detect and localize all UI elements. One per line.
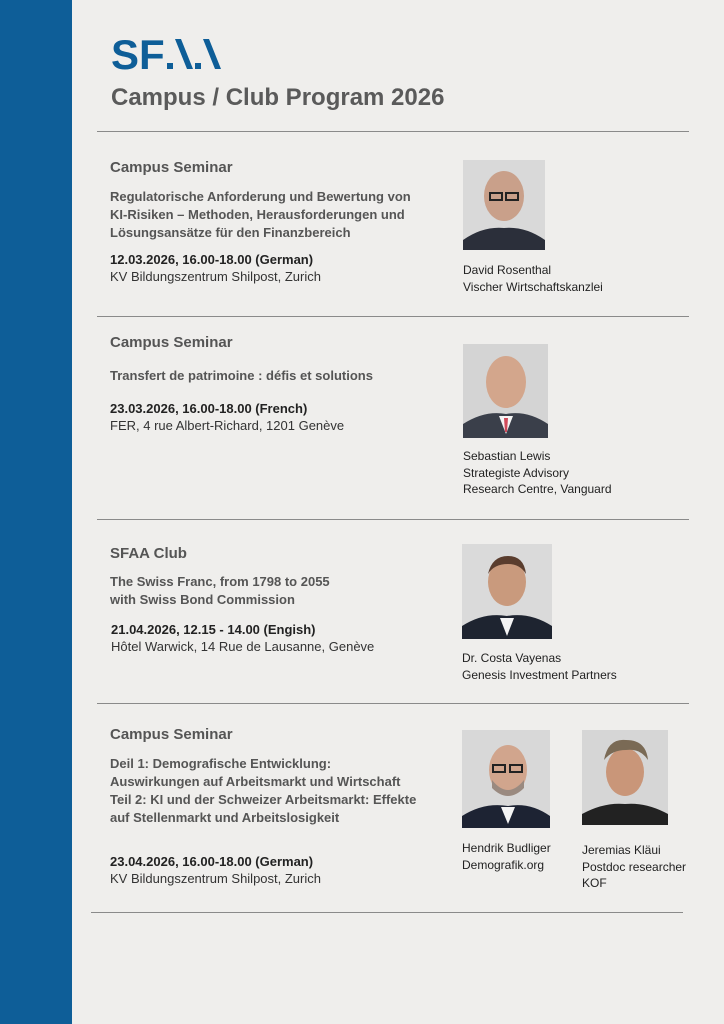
- page-title: Campus / Club Program 2026: [111, 84, 445, 111]
- svg-text:SF: SF: [111, 36, 165, 72]
- event-title: Regulatorische Anforderung und Bewertung von KI-Risiken – Methoden, Herausforderungen und Lösungsansätze für den Finanzbereich: [110, 189, 411, 240]
- sfaa-logo-mark: [111, 36, 229, 72]
- event-location: FER, 4 rue Albert-Richard, 1201 Genève: [110, 418, 345, 433]
- event-title: Deil 1: Demografische Entwicklung: Auswirkungen auf Arbeitsmarkt und Wirtschaft Teil 2: KI und der Schweizer Arbeitsmarkt: Effekte auf Stellenmarkt und Arbeitslosigkeit: [110, 756, 417, 825]
- event-1: [110, 159, 440, 284]
- sfaa-logo: [111, 36, 229, 76]
- speaker-affiliation: KOF: [582, 876, 607, 890]
- event-type: Campus Seminar: [110, 726, 233, 743]
- speaker-photo: [463, 344, 548, 438]
- speaker-photo: [582, 730, 668, 825]
- speaker-info: [462, 840, 551, 873]
- divider: [91, 912, 683, 913]
- divider: [97, 316, 689, 317]
- speaker-info: [463, 448, 612, 498]
- speaker-affiliation: Research Centre, Vanguard: [463, 482, 612, 496]
- event-date: 23.03.2026, 16.00-18.00 (French): [110, 401, 308, 416]
- event-date: 21.04.2026, 12.15 - 14.00 (Engish): [111, 622, 316, 637]
- divider: [97, 131, 689, 132]
- event-4: [110, 726, 440, 886]
- speaker-affiliation: Strategiste Advisory: [463, 465, 570, 480]
- event-type: SFAA Club: [110, 545, 187, 562]
- speaker-name: Hendrik Budliger: [462, 841, 551, 855]
- speaker-name: David Rosenthal: [463, 263, 552, 277]
- event-title: The Swiss Franc, from 1798 to 2055 with Swiss Bond Commission: [110, 574, 330, 607]
- event-location: KV Bildungszentrum Shilpost, Zurich: [110, 871, 321, 886]
- event-location: KV Bildungszentrum Shilpost, Zurich: [110, 269, 321, 284]
- speaker-photo: [463, 160, 545, 250]
- speaker-name: Sebastian Lewis: [463, 449, 551, 463]
- speaker-affiliation: Postdoc researcher: [582, 859, 687, 874]
- event-3: [110, 545, 440, 654]
- speaker-info: [463, 262, 603, 295]
- speaker-affiliation: Genesis Investment Partners: [462, 667, 617, 682]
- event-type: Campus Seminar: [110, 334, 233, 351]
- event-title: Transfert de patrimoine : défis et solutions: [110, 368, 373, 383]
- event-2: [110, 334, 440, 433]
- speaker-photo: [462, 544, 552, 639]
- speaker-info: [462, 650, 617, 683]
- speaker-affiliation: Vischer Wirtschaftskanzlei: [463, 279, 603, 294]
- speaker-affiliation: Demografik.org: [462, 857, 545, 872]
- speaker-name: Dr. Costa Vayenas: [462, 651, 562, 665]
- event-location: Hôtel Warwick, 14 Rue de Lausanne, Genève: [111, 639, 375, 654]
- event-date: 12.03.2026, 16.00-18.00 (German): [110, 252, 314, 267]
- divider: [97, 703, 689, 704]
- divider: [97, 519, 689, 520]
- event-type: Campus Seminar: [110, 159, 233, 176]
- speaker-name: Jeremias Kläui: [582, 843, 661, 857]
- sidebar-stripe: [0, 0, 72, 1024]
- speaker-photo: [462, 730, 550, 828]
- event-date: 23.04.2026, 16.00-18.00 (German): [110, 854, 314, 869]
- speaker-info: [582, 842, 686, 892]
